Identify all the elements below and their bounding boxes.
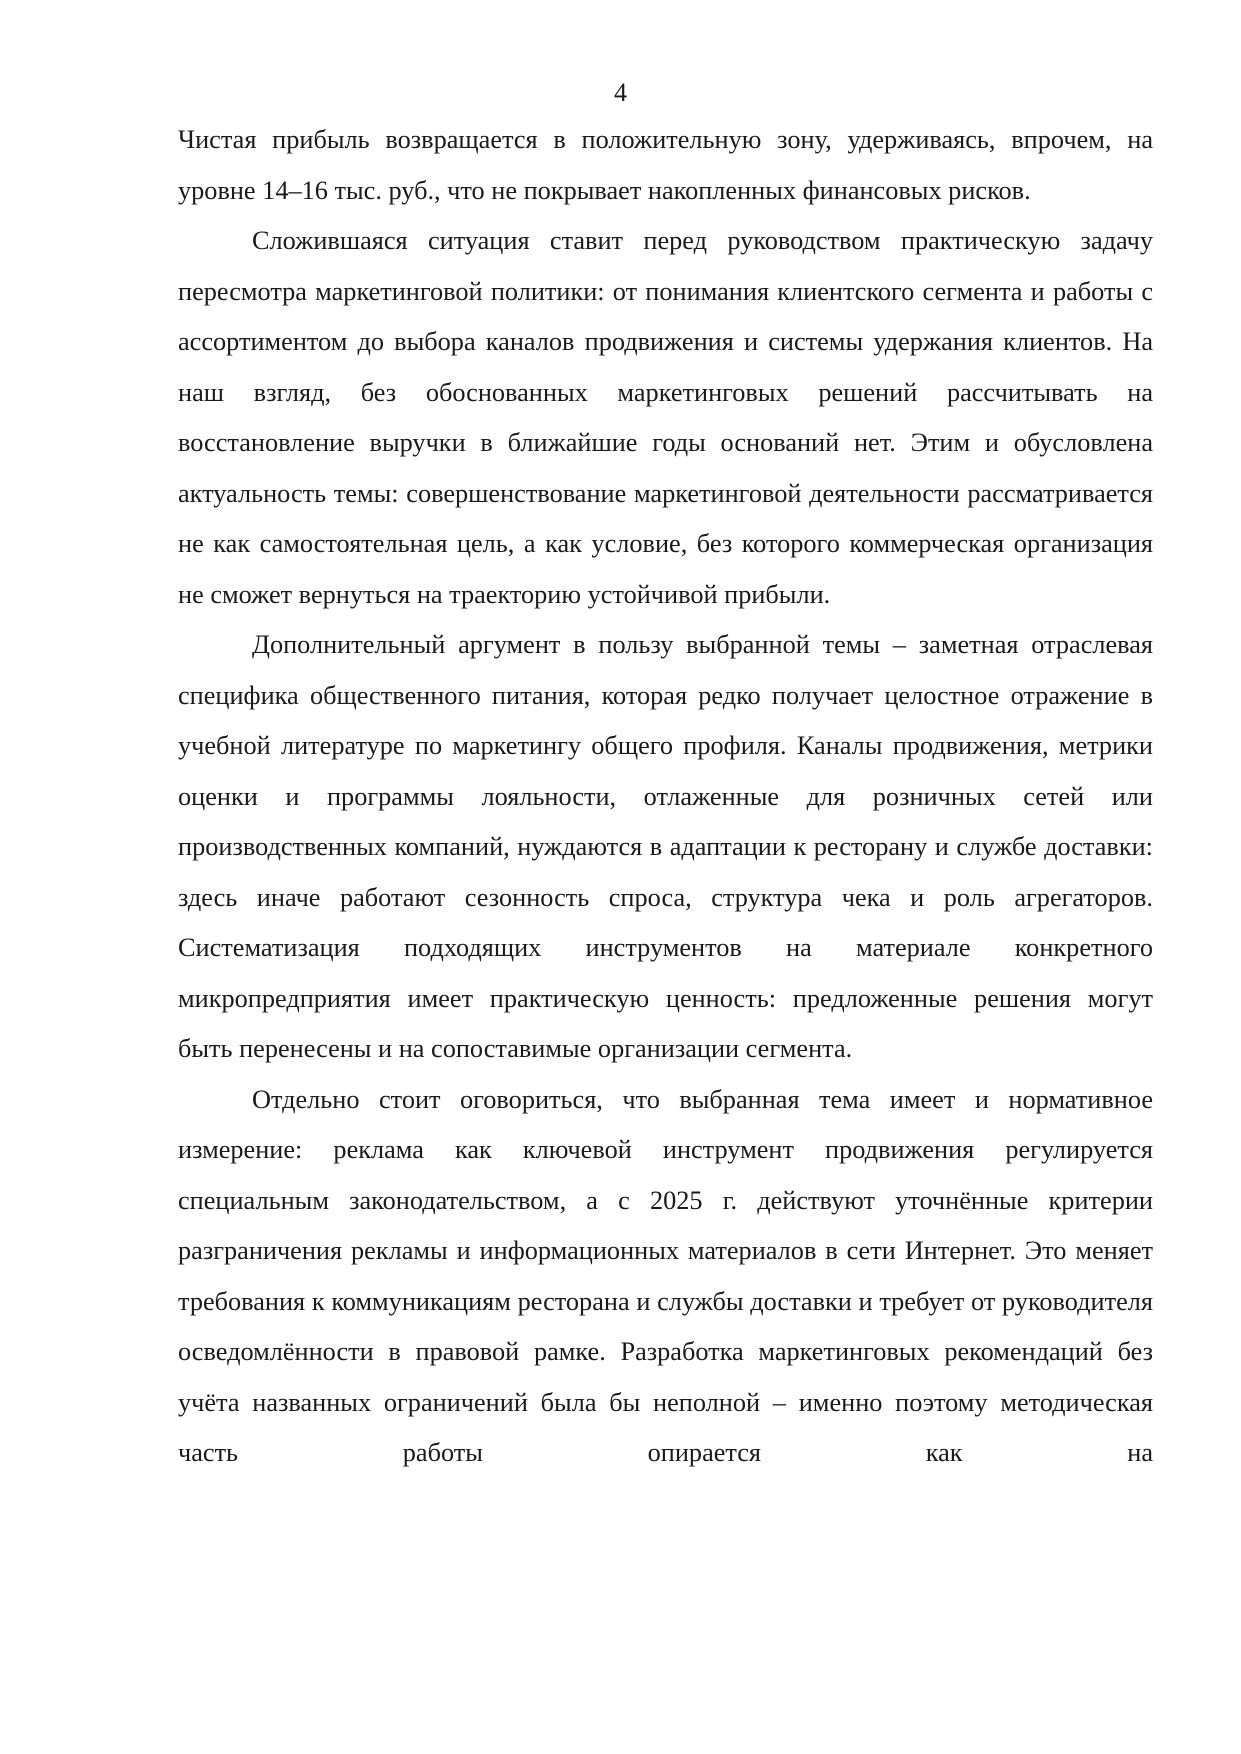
page-number: 4 [614, 78, 627, 107]
paragraph-normative-dimension: Отдельно стоит оговориться, что выбранная тема имеет и нормативное измерение: реклама как ключевой инструмент продвижения регулируется специальным законодательством, а с 2025 г. действуют уточнённые критерии разграничения рекламы и информационных материалов в сети Интернет. Это меняет требования к коммуникациям ресторана и службы доставки и требует от руководителя осведомлённости в правовой рамке. Разработка маркетинговых рекомендаций без учёта названных ограничений была бы неполной – именно поэтому методическая часть работы опирается как на [178, 1084, 1153, 1467]
paragraph-continuation: Чистая прибыль возвращается в положительную зону, удерживаясь, впрочем, на уровне 14–16 тыс. руб., что не покрывает накопленных финансовых рисков. [178, 125, 1153, 205]
paragraph-additional-argument: Дополнительный аргумент в пользу выбранной темы – заметная отраслевая специфика общественного питания, которая редко получает целостное отражение в учебной литературе по маркетингу общего профиля. Каналы продвижения, метрики оценки и программы лояльности, отлаженные для розничных сетей или производственных компаний, нуждаются в адаптации к ресторану и службе доставки: здесь иначе работают сезонность спроса, структура чека и роль агрегаторов. Систематизация подходящих инструментов на материале конкретного микропредприятия имеет практическую ценность: предложенные решения могут быть перенесены и на сопоставимые организации сегмента. [178, 630, 1153, 1063]
paragraph-situation: Сложившаяся ситуация ставит перед руководством практическую задачу пересмотра маркетинговой политики: от понимания клиентского сегмента и работы с ассортиментом до выбора каналов продвижения и системы удержания клиентов. На наш взгляд, без обоснованных маркетинговых решений рассчитывать на восстановление выручки в ближайшие годы оснований нет. Этим и обусловлена актуальность темы: совершенствование маркетинговой деятельности рассматривается не как самостоятельная цель, а как условие, без которого коммерческая организация не сможет вернуться на траекторию устойчивой прибыли. [178, 226, 1153, 609]
document-body [178, 115, 1153, 1479]
